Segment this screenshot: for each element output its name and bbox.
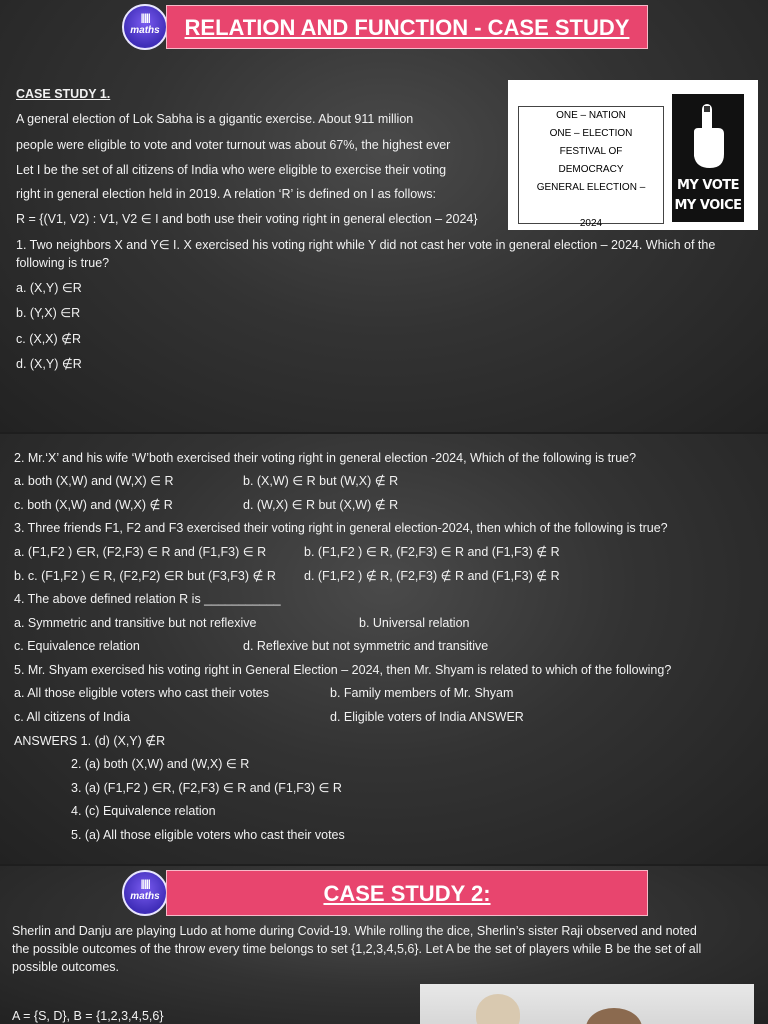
answer-item: 2. (a) both (X,W) and (W,X) ∈ R [71, 757, 250, 771]
my-vote-badge [672, 94, 744, 222]
child-photo [476, 994, 520, 1024]
intro-line: people were eligible to vote and voter turnout was about 67%, the highest ever [16, 138, 451, 152]
question-1-cont: following is true? [16, 256, 110, 270]
page-title: RELATION AND FUNCTION - CASE STUDY [184, 15, 630, 40]
intro-line: possible outcomes. [12, 960, 120, 974]
election-poster [508, 80, 758, 230]
q4-option-a: a. Symmetric and transitive but not reflexive [14, 616, 257, 630]
q3-option-c: b. c. (F1,F2 ) ∈ R, (F2,F2) ∈R but (F3,F3) ∉ R [14, 569, 276, 583]
intro-line: A general election of Lok Sabha is a gigantic exercise. About 911 million [16, 112, 414, 126]
maths-logo [122, 4, 168, 50]
q2-option-d: d. (W,X) ∈ R but (X,W) ∉ R [243, 498, 399, 512]
q4-option-d: d. Reflexive but not symmetric and transitive [243, 639, 489, 653]
poster-line: ONE – ELECTION [549, 128, 633, 139]
answer-item: 3. (a) (F1,F2 ) ∈R, (F2,F3) ∈ R and (F1,F3) ∈ R [71, 781, 342, 795]
slide-questions-answers [0, 434, 768, 864]
my-vote-text: MY VOTE [676, 178, 739, 193]
poster-line: 2024 [579, 218, 603, 229]
title-banner [166, 870, 648, 916]
q2-option-a: a. both (X,W) and (W,X) ∈ R [14, 474, 174, 488]
option-a: a. (X,Y) ∈R [16, 281, 82, 295]
logo-text: maths [130, 25, 160, 36]
q3-option-b: b. (F1,F2 ) ∈ R, (F2,F3) ∈ R and (F1,F3) ∉ R [304, 545, 560, 559]
question-4: 4. The above defined relation R is ___________ [14, 592, 281, 606]
q2-option-c: c. both (X,W) and (W,X) ∉ R [14, 498, 173, 512]
question-2: 2. Mr.‘X’ and his wife ‘W’both exercised their voting right in general election -2024, Which of the following is true? [14, 451, 637, 465]
case-study-heading: CASE STUDY 1. [16, 87, 111, 101]
sets-definition: A = {S, D}, B = {1,2,3,4,5,6} [12, 1009, 164, 1023]
q5-option-b: b. Family members of Mr. Shyam [330, 686, 514, 700]
title-banner [166, 5, 648, 49]
option-b: b. (Y,X) ∈R [16, 306, 81, 320]
q4-option-c: c. Equivalence relation [14, 639, 140, 653]
poster-line [519, 197, 663, 215]
option-c: c. (X,X) ∉R [16, 332, 82, 346]
maths-logo [122, 870, 168, 916]
question-1: 1. Two neighbors X and Y∈ I. X exercised his voting right while Y did not cast her vote in general election – 2024. Which of the [16, 238, 716, 252]
q2-option-b: b. (X,W) ∈ R but (W,X) ∉ R [243, 474, 399, 488]
poster-line: GENERAL ELECTION – [536, 182, 646, 193]
q5-option-c: c. All citizens of India [14, 710, 131, 724]
sound-wave-icon: ||||| [140, 879, 150, 890]
q3-option-a: a. (F1,F2 ) ∈R, (F2,F3) ∈ R and (F1,F3) ∈ R [14, 545, 267, 559]
section-title: CASE STUDY 2: [323, 881, 491, 906]
answer-item: 4. (c) Equivalence relation [71, 804, 216, 818]
q4-option-b: b. Universal relation [359, 616, 470, 630]
voting-finger-icon [688, 102, 728, 172]
ludo-players-photo [420, 984, 754, 1024]
question-5: 5. Mr. Shyam exercised his voting right in General Election – 2024, then Mr. Shyam is related to which of the following? [14, 663, 672, 677]
slide-case-study-2 [0, 866, 768, 1024]
intro-line: Sherlin and Danju are playing Ludo at home during Covid-19. While rolling the dice, Sherlin’s sister Raji observed and noted [12, 924, 697, 938]
logo-text: maths [130, 891, 160, 902]
intro-line: right in general election held in 2019. A relation ‘R’ is defined on I as follows: [16, 187, 436, 201]
answers-heading: ANSWERS 1. (d) (X,Y) ∉R [14, 734, 166, 748]
intro-line: Let I be the set of all citizens of India who were eligible to exercise their voting [16, 163, 447, 177]
q5-option-d: d. Eligible voters of India ANSWER [330, 710, 524, 724]
poster-text-box [518, 106, 664, 229]
q5-option-a: a. All those eligible voters who cast their votes [14, 686, 269, 700]
sound-wave-icon: ||||| [140, 13, 150, 24]
q3-option-d: d. (F1,F2 ) ∉ R, (F2,F3) ∉ R and (F1,F3) ∉ R [304, 569, 560, 583]
question-3: 3. Three friends F1, F2 and F3 exercised their voting right in general election-2024, then which of the following is true? [14, 521, 668, 535]
intro-line: the possible outcomes of the throw every time belongs to set {1,2,3,4,5,6}. Let A be the set of players while B be the set of all [12, 942, 702, 956]
answer-item: 5. (a) All those eligible voters who cast their votes [71, 828, 345, 842]
relation-definition: R = {(V1, V2) : V1, V2 ∈ I and both use their voting right in general election – 2024} [16, 212, 478, 226]
poster-line: DEMOCRACY [558, 164, 624, 175]
my-voice-text: MY VOICE [674, 198, 742, 213]
poster-line: ONE – NATION [556, 110, 626, 121]
slide-case-study-1 [0, 0, 768, 432]
option-d: d. (X,Y) ∉R [16, 357, 82, 371]
poster-line: FESTIVAL OF [559, 146, 623, 157]
child-photo [586, 1008, 642, 1024]
